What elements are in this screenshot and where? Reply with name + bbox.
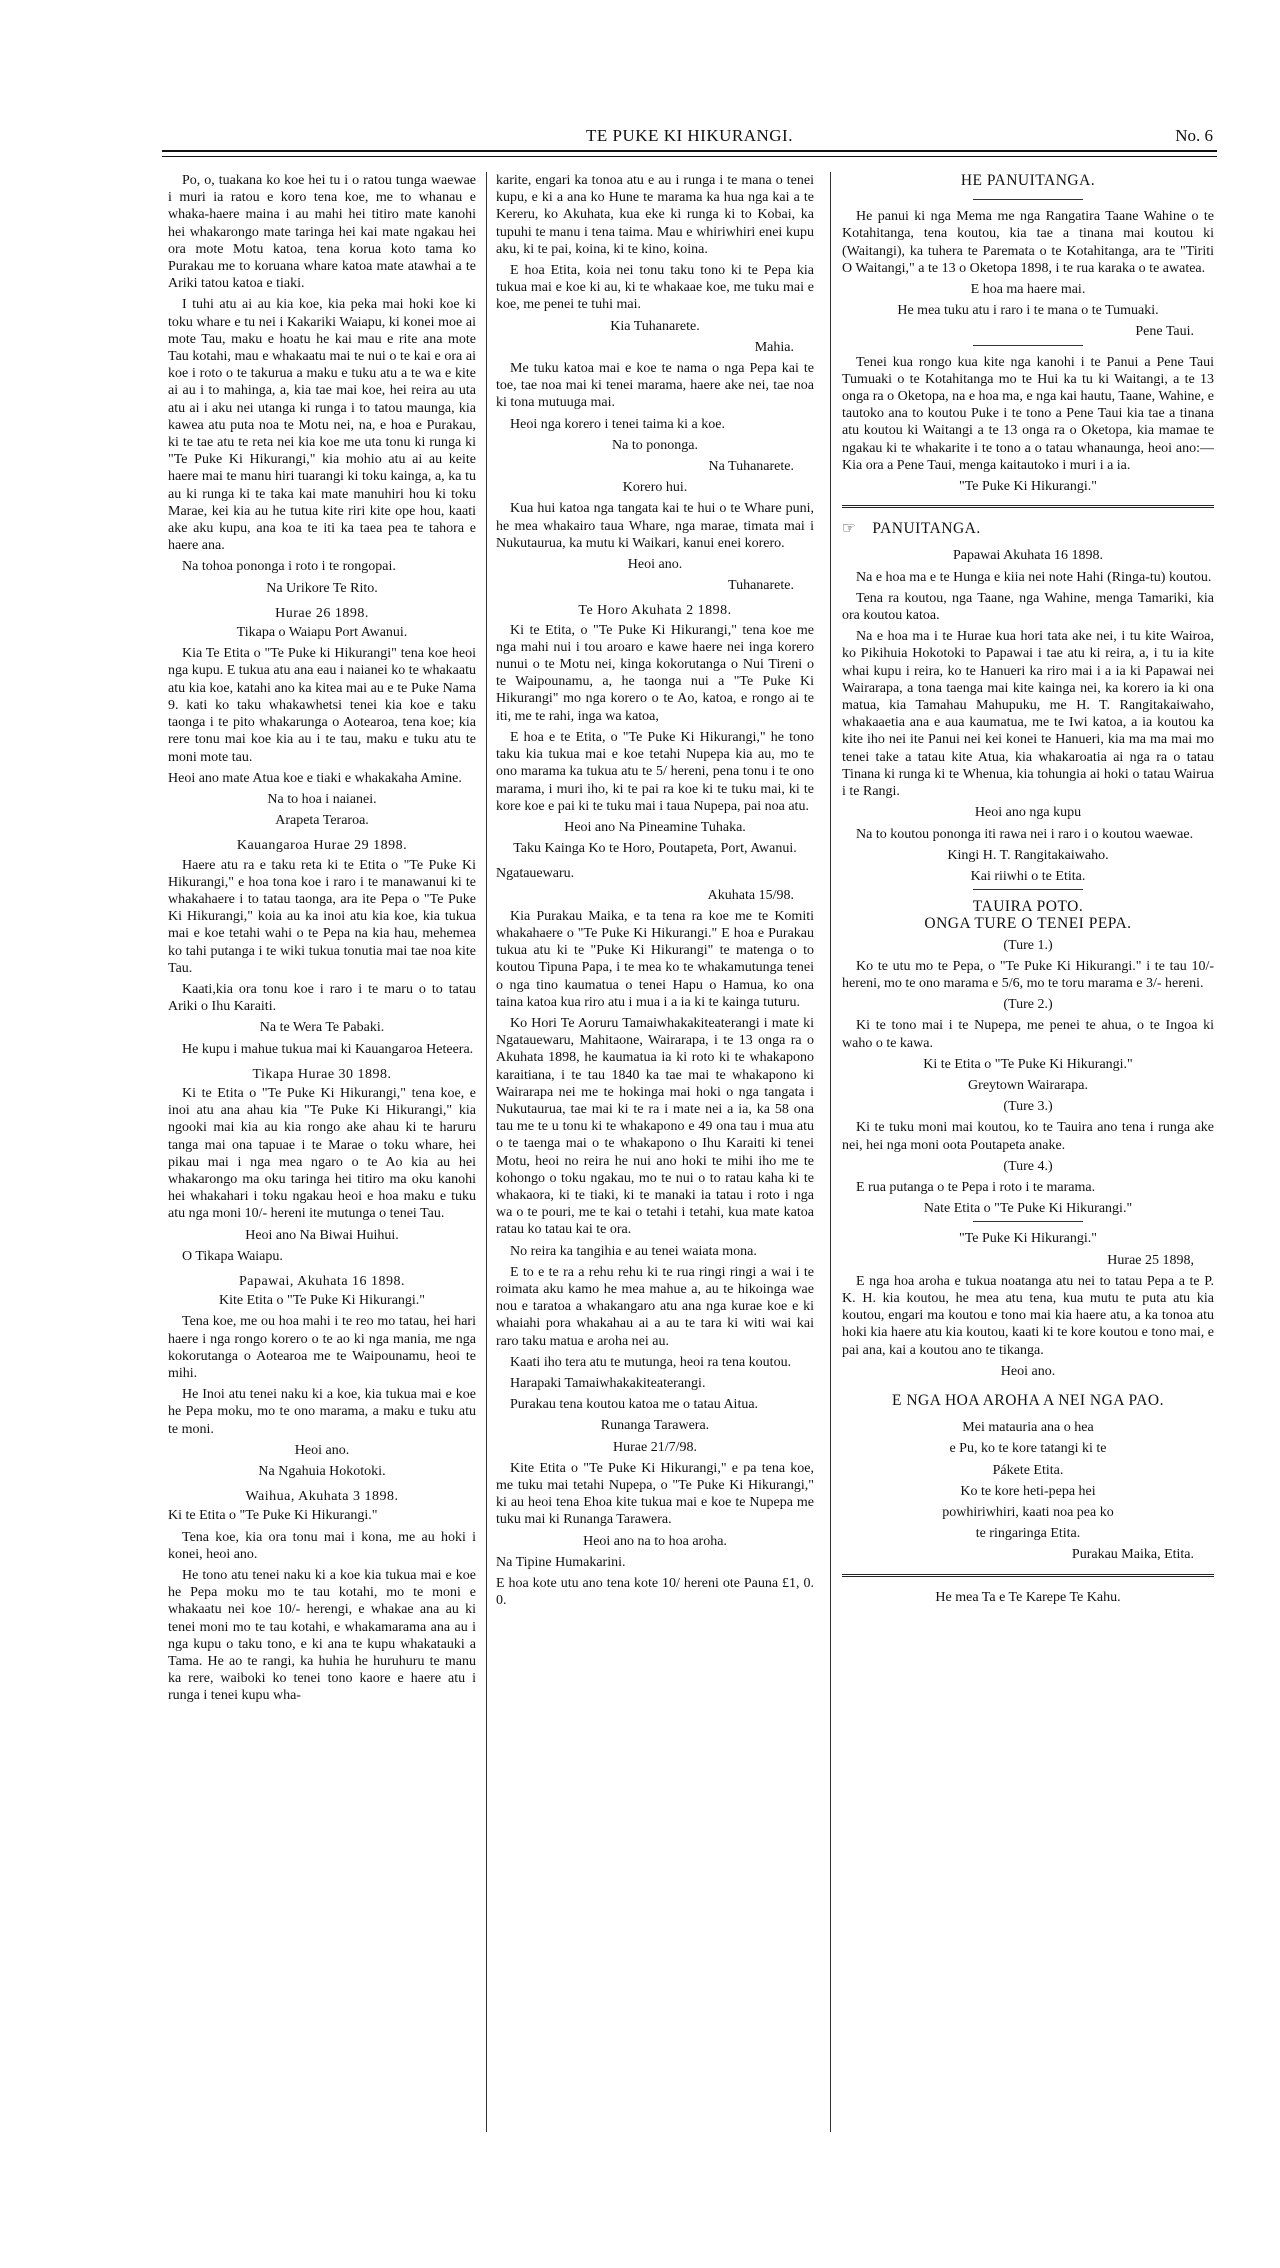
letter-paragraph: E hoa kote utu ano tena kote 10/ hereni ote Pauna £1, 0. 0. — [496, 1576, 814, 1609]
letter-paragraph: No reira ka tangihia e au tenei waiata mona. — [510, 1243, 757, 1259]
rule-text: Ko te utu mo te Pepa, o "Te Puke Ki Hikurangi." i te tau 10/- hereni, mo te ono marama e 5/6, mo te toru marama e 3/- hereni. — [842, 958, 1214, 991]
rules-subheading: ONGA TURE O TENEI PEPA. — [924, 915, 1132, 933]
letter-paragraph: Kite Etita o "Te Puke Ki Hikurangi," e pa tena koe, me tuku mai tetahi Nupepa, o "Te Puke Ki Hikurangi," ki au heoi tena Ehoa kite tukua mai e koe te Nupepa me tuku mai ki Runanga Tarawera. — [496, 1460, 814, 1528]
notice-paragraph: E nga hoa aroha e tukua noatanga atu nei to tatau Pepa a te P. K. H. kia koutou, he mea atu tena, kua mutu te puta atu kia koutou, engari ma koutou e tono mai kia haere atu, a ka tonoa atu hoki kia haere atu kia koutou, kaati ki te kore koutou e tono mai, e pai ana, kai a koutou ano te tikanga. — [842, 1273, 1214, 1358]
letter-paragraph: Tena koe, kia ora tonu mai i kona, me au hoki i konei, heoi ano. — [168, 1529, 476, 1562]
notice-paragraph: He mea tuku atu i raro i te mana o te Tumuaki. — [897, 303, 1159, 319]
poem-line: Pákete Etita. — [992, 1462, 1064, 1478]
rule-text: Ki te Etita o "Te Puke Ki Hikurangi." — [923, 1056, 1133, 1072]
letter-dateline: Akuhata 15/98. — [707, 887, 794, 903]
letter-paragraph: Ko Hori Te Aoruru Tamaiwhakakiteaterangi i mate ki Ngatauewaru, Mahitaone, Wairarapa, i te 13 onga ra o Akuhata 1898, he kaumatua ia ki roto ki te whakapono karaitiana, i te tau 1840 ka tae mai te whakapono ki Wairarapa nei me te hokinga mai hoki o nga tangata i Nukutaurua, tae mai ki te ra i mate nei a ia, ka 58 ona tau me te u tonu ki te whakapono e 49 ona tau i mua atu o te taenga mai o te whakapono o Ihu Karaiti ki tenei Motu, heoi no reira he nui ano hoki te mihi iho me te kohongo o toku ngakau, mo te nui o to ratau kaha ki te whakaora, ki te tiaki, ki te manaki ia tatau i roto i nga wa o te pouri, me te kai o tetahi i tetahi, kua mate katoa ratau ko tatau kai te ora. — [496, 1015, 814, 1238]
letter-paragraph: Kia Te Etita o "Te Puke ki Hikurangi" tena koe heoi nga kupu. E tukua atu ana eau i naianei ko te whakaatu atu kia koe, katahi ano ka kitea mai au e te Puke Nama 9. kati ko taku whakawhetsi tenei kia koe e taku taonga i te pito whakarunga o Aotearoa, tena koe; kia rere tonu mai koe kia au i te tau, maku e tuku atu te moni mote tau. — [168, 646, 476, 765]
column-divider-2 — [830, 172, 831, 2132]
signature: Kingi H. T. Rangitakaiwaho. — [947, 847, 1109, 863]
poem-line: Mei matauria ana o hea — [962, 1420, 1094, 1436]
letter-paragraph: He Inoi atu tenei naku ki a koe, kia tukua mai e koe he Pepa moku, mo te ono marama, a maku e tuku atu te moni. — [168, 1387, 476, 1437]
letter-dateline: Papawai Akuhata 16 1898. — [952, 548, 1104, 564]
signature: Purakau Maika, Etita. — [1071, 1547, 1194, 1563]
printer-imprint: He mea Ta e Te Karepe Te Kahu. — [935, 1589, 1121, 1605]
pointing-hand-icon: ☞ — [842, 519, 857, 538]
letter-paragraph: Kaati,kia ora tonu koe i raro i te maru o to tatau Ariki o Ihu Karaiti. — [168, 981, 476, 1015]
signature: Tuhanarete. — [728, 578, 794, 594]
address-line: Kia Tuhanarete. — [610, 318, 700, 334]
letter-paragraph: Me tuku katoa mai e koe te nama o nga Pepa kai te toe, tae noa mai ki tenei marama, haere ake nei, tae noa ki tona mutuuga mai. — [496, 361, 814, 411]
signature: Heoi ano Na Biwai Huihui. — [245, 1227, 399, 1243]
poem-line: te ringaringa Etita. — [975, 1526, 1081, 1542]
letter-paragraph: Ki te Etita, o "Te Puke Ki Hikurangi," tena koe me nga mahi nui i tou aroaro e kawe haere nei inga korero nunui o te Motu nei, kinga kokorutanga o Nui Tireni o te Waipounamu, a, he taonga nui a "Te Puke Ki Hikurangi" mo nga korero o te Ao, katoa, e rongo ai te iti, me te rahi, inga wa katoa, — [496, 622, 814, 724]
letter-place: Ngatauewaru. — [496, 866, 575, 882]
signature: "Te Puke Ki Hikurangi." — [959, 479, 1097, 495]
section-rule — [973, 889, 1083, 890]
poem-line: e Pu, ko te kore tatangi ki te — [949, 1441, 1107, 1457]
rule-label: (Ture 3.) — [1003, 1099, 1053, 1115]
letter-paragraph: Heoi nga korero i tenei taima ki a koe. — [510, 416, 725, 432]
heading-rule — [973, 199, 1083, 200]
letter-place: Tikapa o Waiapu Port Awanui. — [236, 625, 408, 641]
rule-label: (Ture 2.) — [1003, 997, 1053, 1013]
signature: Heoi ano. — [1000, 1363, 1056, 1379]
rule-text: Ki te tuku moni mai koutou, ko te Tauira ano tena i runga ake nei, hei nga moni oota Poutapeta anake. — [842, 1120, 1214, 1153]
letter-dateline: Waihua, Akuhata 3 1898. — [245, 1489, 399, 1505]
notice-paragraph: Na e hoa ma e te Hunga e kiia nei note Hahi (Ringa-tu) koutou. — [856, 569, 1212, 585]
signature: Heoi ano na to hoa aroha. — [583, 1533, 727, 1549]
signature: Heoi ano Na Pineamine Tuhaka. — [564, 819, 746, 835]
letter-paragraph: Kua hui katoa nga tangata kai te hui o te Whare puni, he mea whakairo taua Whare, nga marae, timata mai i Nukutaurua, ka mutu ki Waikari, kanui enei korero. — [496, 501, 814, 551]
letter-paragraph: I tuhi atu ai au kia koe, kia peka mai hoki koe ki toku whare e tu nei i Kakariki Waiapu, ki konei moe ai mote Tau, maku e hoatu he kai mau e rite ana mote Tau kotahi, mau e whakaatu mai te nui o te kai e ora ai koe i roto o te takurua a maku e tuku atu a te wa e kite ai au i to mahinga, a, kia tae mai koe, hei reira au uta atu ai i aku nei utanga ki runga i to tatou maunga, kia kawea atu puta noa te Motu nei, na, e hoa e Purakau, ki te tae atu te reta nei kia koe me uta tonu ki runga ki "Te Puke Ki Hikurangi," kia mohio atu ai au keite haere mai te manu hiri tuarangi ki toku kainga, a, ka tu au ki runga ki te taka kai mate manuhiri hou ki toku Marae, kei kia au he tutua kite riri kite ope hou, kaati ake aku kupu, ana koa te iti ka taea pea te tahora e haere ana. — [168, 297, 476, 554]
letter-paragraph: Haere atu ra e taku reta ki te Etita o "Te Puke Ki Hikurangi," e hoa tona koe i raro i te manawanui ki te whakahaere i to tatau taonga, ara ite Pepa o "Te Puke Ki Hikurangi," koia au ka inoi atu kia koe, kia tukua mai e koe tetahi wahi o te Pepa na kia hau, mehemea ko tahi putanga i te wiki tukua tonutia mai tae noa kite Tau. — [168, 857, 476, 976]
letter-paragraph: Ki te Etita o "Te Puke Ki Hikurangi," tena koe, e inoi atu ana ahau kia "Te Puke Ki Hikurangi," kia ngooki mai kia au kia rongo ake ahau ki te haruru tanga mai ona tapuae i te Marae o toku whare, hei pikau mai i nga mea ngaro o te Ao kia au hei whakarongo ma oku taringa hei titiro ma oku kanohi hei whakahari i toku ngakau heoi e hoa maku e tuku atu nga moni 10/- hereni ite mutunga o tenei Tau. — [168, 1085, 476, 1222]
notice-heading: E NGA HOA AROHA A NEI NGA PAO. — [892, 1391, 1164, 1409]
letter-dateline: Hurae 25 1898, — [1107, 1252, 1194, 1268]
letter-paragraph: Tena koe, me ou hoa mahi i te reo mo tatau, hei hari haere i nga rongo korero o te ao ki nga mania, me nga kokorutanga o Aotearoa me te Waipounamu, heoi te mihi. — [168, 1314, 476, 1381]
section-rule — [973, 345, 1083, 346]
section-rule — [973, 1221, 1083, 1222]
signature: Heoi ano. — [627, 557, 683, 573]
letter-dateline: Hurae 26 1898. — [275, 605, 369, 621]
signature: Kai riiwhi o te Etita. — [970, 868, 1086, 884]
lament-verse: E to e te ra a rehu rehu ki te rua ringi ringi a wai i te roimata aku kamo he mea mahue a, au te hikoinga wae nou e taratoa a whakangaro atu ana nga kurae koe e ki whaiahi pora whakahau ai a au te tara ki witi wai kai raro taku matua e aroha nei au. — [496, 1264, 814, 1349]
letter-salutation: Ki te Etita o "Te Puke Ki Hikurangi." — [168, 1508, 378, 1524]
letter-paragraph: Kaati iho tera atu te mutunga, heoi ra tena koutou. — [510, 1354, 792, 1370]
rule-text: Greytown Wairarapa. — [968, 1077, 1088, 1093]
poem-line: powhiriwhiri, kaati noa pea ko — [942, 1505, 1114, 1520]
letter-paragraph: E hoa e te Etita, o "Te Puke Ki Hikurangi," he tono taku kia tukua mai e koe tetahi Nupepa kia au, mo te ono marama ka tukua atu te 5/ hereni, pena tonu i te ono marama, i muri iho, ki te pai ra koe ki te tuku mai, ki te kore koe e pai ki te tuku mai i taua Nupepa, pai noa atu. — [496, 729, 814, 814]
letter-paragraph: Kia Purakau Maika, e ta tena ra koe me te Komiti whakahaere o "Te Puke Ki Hikurangi." E hoa e Purakau tukua atu ki te "Puke Ki Hikurangi" te matenga o to koutou Tipuna Papa, i te mea ko te whakamutunga tenei o nga tino kaumatua o tenei Hapu o Hamua, ko ona taina katoa kua riro atu i mua i a ia ki te kainga tuturu. — [496, 908, 814, 1010]
letter-paragraph: Heoi ano mate Atua koe e tiaki e whakakaha Amine. — [168, 770, 462, 786]
signature: Na te Wera Te Pabaki. — [259, 1020, 385, 1036]
signature: Na Tuhanarete. — [708, 459, 794, 475]
notice-heading: HE PANUITANGA. — [960, 172, 1096, 189]
masthead-title: TE PUKE KI HIKURANGI. — [586, 126, 793, 145]
letter-paragraph: He tono atu tenei naku ki a koe kia tukua mai e koe he Pepa moku mo te tau kotahi, mo te moni e whakaatu nei koe 10/- herengi, e whakae ana au ki tenei moni mo te tau kotahi, e whakamarama ana au i nga kupu o taku tono, e ki ana te kupu whakatauki a Tama. He ao te rangi, ka huhia he huruhuru te manu ka rere, waiboki ko tenei tono kaore e haere atu i runga i tenei kupu wha- — [168, 1568, 476, 1704]
letter-paragraph: Purakau tena koutou katoa me o tatau Aitua. — [510, 1397, 759, 1413]
column-2 — [496, 172, 814, 1613]
poem-line: Ko te kore heti-pepa hei — [960, 1483, 1096, 1499]
letter-paragraph: Na tohoa pononga i roto i te rongopai. — [182, 559, 396, 575]
letter-place: Runanga Tarawera. — [600, 1418, 710, 1434]
rule-label: (Ture 4.) — [1003, 1158, 1053, 1174]
notice-paragraph: Na to koutou pononga iti rawa nei i raro i o koutou waewae. — [856, 826, 1194, 842]
letter-salutation: Kite Etita o "Te Puke Ki Hikurangi." — [218, 1293, 426, 1309]
signature: Heoi ano nga kupu — [974, 805, 1082, 821]
notice-paragraph: Na e hoa ma i te Hurae kua hori tata ake nei, i tu kite Wairoa, ko Pikihuia Hokotoki to Papawai i tae atu ki reira, a, i tu ia kite whai kupu i reira, ko te Hanueri ka riro mai i a ia ki Papawai nei Wairarapa, a tona taenga mai kite kainga nei, ka korero ia ki ona matua, kia Tamahau Mahupuku, me H. T. Rangitakaiwaho, whakaaetia ana e aua kaumatua, me te Iwi katoa, a ia koutou ka kite iho nei ite Panui nei kei konei te Hanueri, kia ma ma mai mo tenei take a tatau kite Atua, kia whakaroatia ai nga ra o tatau Tinana ki runga ki te Whenua, kia tohungia ai hoki o tatau Wairua i te Rangi. — [842, 629, 1214, 800]
signature: Nate Etita o "Te Puke Ki Hikurangi." — [923, 1201, 1133, 1217]
rules-heading: TAUIRA POTO. — [972, 898, 1084, 916]
masthead — [162, 126, 1217, 148]
signature: Na to hoa i naianei. — [267, 791, 377, 807]
section-double-rule — [842, 505, 1214, 508]
signature: Harapaki Tamaiwhakakiteaterangi. — [510, 1376, 706, 1391]
signature: Arapeta Teraroa. — [275, 813, 369, 829]
notice-paragraph: Tena ra koutou, nga Taane, nga Wahine, menga Tamariki, kia ora koutou katoa. — [842, 590, 1214, 624]
notice-heading: "Te Puke Ki Hikurangi." — [959, 1231, 1097, 1247]
letter-dateline: Te Horo Akuhata 2 1898. — [578, 603, 732, 619]
letter-paragraph: karite, engari ka tonoa atu e au i runga i te mana o tenei kupu, e ki a ana ko Hune te marama ka hua nga kai a te Kereru, ko Akuhata, kua eke ki runga ki to Kobai, ka tupuhi te manu i tena taima. Mau e whiriwhiri enei kupu aku, ki te pai, koina, ki te kino, koina. — [496, 173, 814, 257]
letter-paragraph: He kupu i mahue tukua mai ki Kauangaroa Heteera. — [182, 1041, 474, 1057]
signature: O Tikapa Waiapu. — [182, 1248, 283, 1264]
footer-double-rule — [842, 1574, 1214, 1577]
rule-text: Ki te tono mai i te Nupepa, me penei te ahua, o te Ingoa ki waho o te kawa. — [842, 1018, 1214, 1051]
notice-paragraph: Tenei kua rongo kua kite nga kanohi i te Panui a Pene Taui Tumuaki o te Kotahitanga mo te Hui ka tu ki Waitangi, a te 13 onga ra o Oketopa, na e hoa ma, e nga kai hautu, Taane, Wahine, e tautoko ana to koutou Puke i te tono a Pene Taui kia tae a tinana atu koutou ki Waitangi a te 13 onga ra o Oketopa, kia mamae te ngakau ki te whakarite i te tono a o tatau whanaunga, heoi ano:— Kia ora a Pene Taui, menga kaitautoko i muri i a ia. — [842, 354, 1214, 473]
letter-paragraph: E hoa Etita, koia nei tonu taku tono ki te Pepa kia tukua mai e koe ki au, ki te whakaae koe, me tuku mai e koe, me penei te tuhi mai. — [496, 263, 814, 313]
letter-dateline: Tikapa Hurae 30 1898. — [252, 1066, 392, 1082]
rule-text: E rua putanga o te Pepa i roto i te marama. — [856, 1179, 1096, 1195]
rule-label: (Ture 1.) — [1003, 937, 1053, 953]
signature: Na Urikore Te Rito. — [266, 580, 378, 596]
issue-number: No. 6 — [1175, 126, 1213, 145]
notice-paragraph: He panui ki nga Mema me nga Rangatira Taane Wahine o te Kotahitanga, tena koutou, kia tae a tinana mai koutou ki (Waitangi), ka tuhera te Paremata o te Kotahitanga, ara te "Tiriti O Waitangi," a te 13 o Oketopa 1898, i te rua karaka o te awatea. — [842, 209, 1214, 276]
letter-dateline: Hurae 21/7/98. — [613, 1439, 697, 1455]
signature: Pene Taui. — [1135, 324, 1194, 340]
signature: Na Tipine Humakarini. — [496, 1554, 626, 1570]
column-divider-1 — [486, 172, 487, 2132]
column-1 — [168, 172, 476, 1709]
letter-dateline: Kauangaroa Hurae 29 1898. — [236, 838, 408, 854]
signature: Na Ngahuia Hokotoki. — [258, 1464, 386, 1480]
notice-heading: PANUITANGA. — [872, 520, 981, 538]
column-3 — [842, 172, 1214, 1610]
signature: E hoa ma haere mai. — [970, 282, 1086, 298]
masthead-rule — [162, 150, 1217, 157]
letter-dateline: Papawai, Akuhata 16 1898. — [238, 1273, 406, 1289]
notice-heading-row — [842, 520, 1214, 537]
letter-paragraph: Po, o, tuakana ko koe hei tu i o ratou tunga waewae i muri ia ratou e koro tena koe, me to whanau e whaka-haere maina i au mahi hei titiro mate kanohi hei whakarongo mate taringa hei kai mate ngakau hei ora mote Motu katoa, tena korua koto tama ko Purakau me to koruana whare katoa mate atawhai a te Ariki tatou katoa e tiaki. — [168, 173, 476, 292]
section-heading: Korero hui. — [622, 480, 688, 496]
address-line: Mahia. — [754, 339, 794, 355]
signature: Heoi ano. — [294, 1442, 350, 1458]
signature: Taku Kainga Ko te Horo, Poutapeta, Port, Awanui. — [513, 841, 797, 857]
signature: Na to pononga. — [612, 437, 698, 453]
